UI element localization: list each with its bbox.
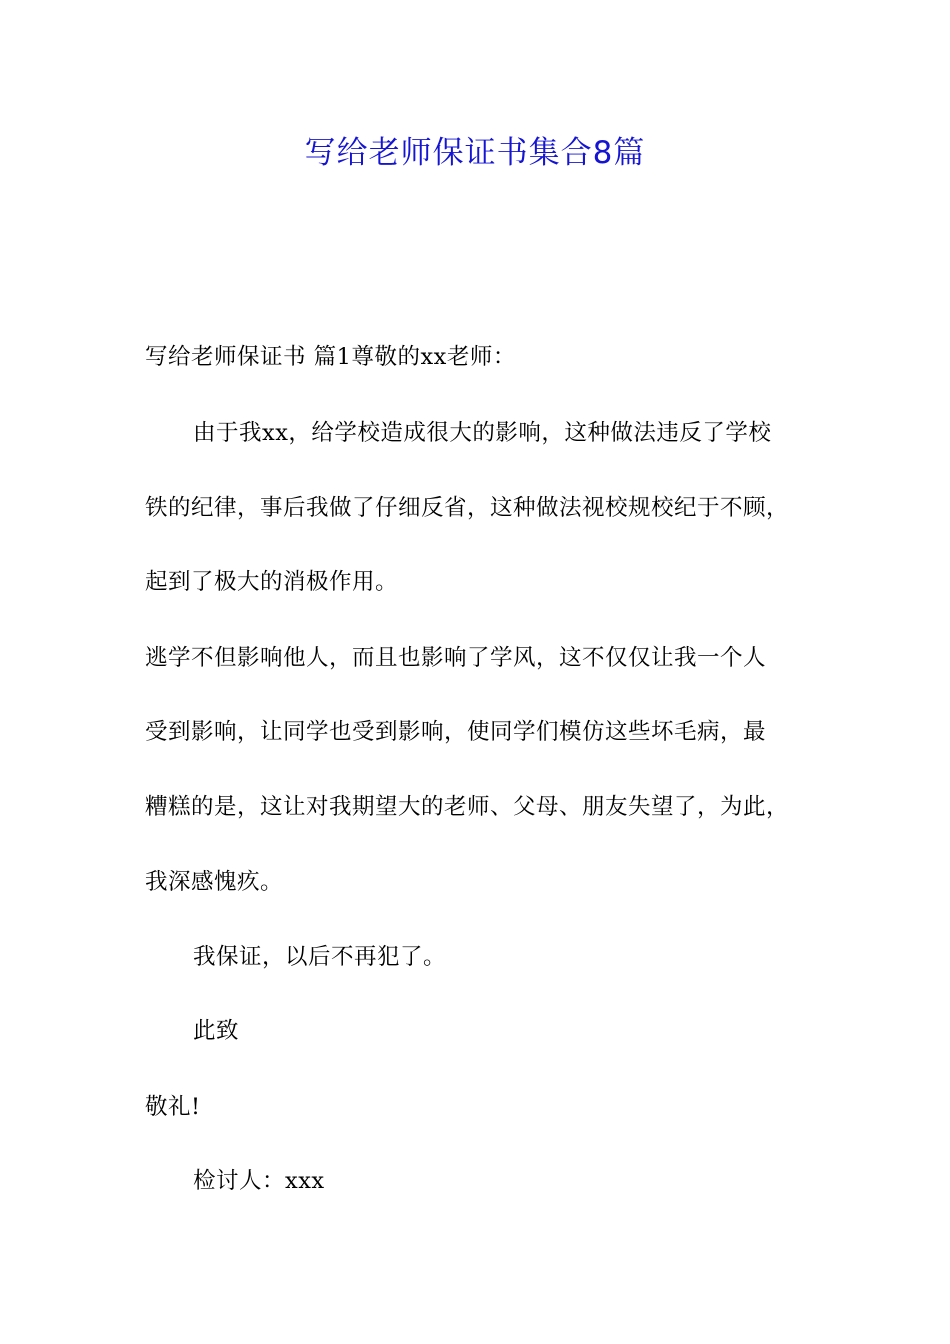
closing-salute: 敬礼! [145,1094,201,1120]
body-line: 铁的纪律，事后我做了仔细反省，这种做法视校规校纪于不顾， [145,495,790,521]
body-line: 糟糕的是，这让对我期望大的老师、父母、朋友失望了，为此， [145,794,790,820]
closing-line: 此致 [193,1018,240,1044]
signature-line: 检讨人：xxx [193,1168,325,1194]
salutation-line: 写给老师保证书 篇1尊敬的xx老师： [145,344,516,370]
body-line: 受到影响，让同学也受到影响，使同学们模仿这些坏毛病，最 [145,719,767,745]
document-title: 写给老师保证书集合8篇 [304,135,646,171]
body-line: 由于我xx，给学校造成很大的影响，这种做法违反了学校 [193,420,772,446]
body-line: 起到了极大的消极作用。 [145,569,399,595]
body-line: 逃学不但影响他人，而且也影响了学风，这不仅仅让我一个人 [145,645,767,671]
body-line: 我深感愧疚。 [145,869,284,895]
promise-line: 我保证，以后不再犯了。 [193,944,447,970]
